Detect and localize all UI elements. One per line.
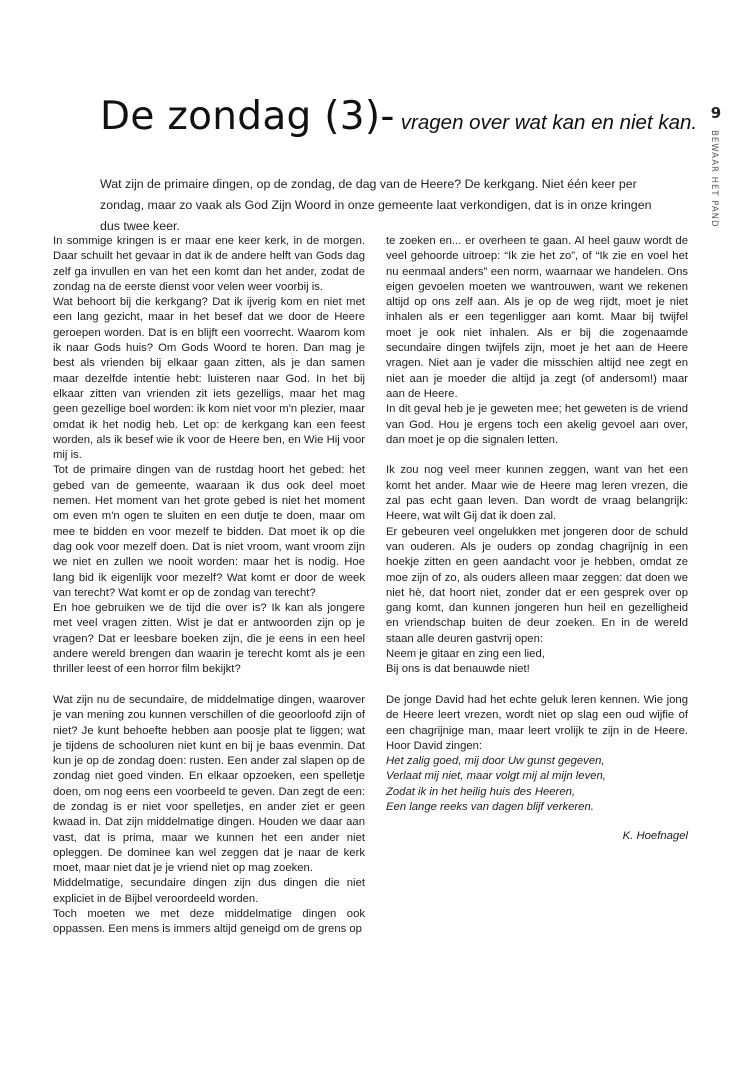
verse-line: Bij ons is dat benauwde niet! [386,663,530,676]
page-number: 9 [710,104,722,122]
paragraph: Er gebeuren veel ongelukken met jongeren door de schuld van ouderen. Als je ouders op zondag chagrijnig in een hoekje zitten en geen aandacht voor je hebben, omdat ze moe zijn of zo, als ouders alleen maar zeggen: dat doen we niet hè, dat hoort niet, zonder dat er een gesprek over op gang komt, dan kunnen jongeren hun heil en gezelligheid en vriendschap buiten de deur zoeken. En in de wereld staan alle deuren gastvrij open: [386,525,688,645]
psalm-line: Zodat ik in het heilig huis des Heeren, [386,785,576,798]
left-column [53,234,365,938]
paragraph: Tot de primaire dingen van de rustdag hoort het gebed: het gebed van de gemeente, waaraan ik dus ook deel moet nemen. Het moment van het grote gebed is niet het moment om even m'n ogen te sluiten en een dutje te doen, maar om mee te bidden en voor mezelf te bidden. Dat moet ik op die dag ook voor mezelf doen. Dat is niet vroom, want vroom zijn we niet en zullen we nooit worden: maar het is nodig. Hoe lang bid ik eigenlijk voor mezelf? Wat komt er door de week van terecht? Wat komt er op de zondag van terecht? [53,464,365,599]
paragraph: te zoeken en... er overheen te gaan. Al heel gauw wordt de veel gehoorde uitroep: “Ik zie het zo”, of “Ik zie en voel het nu eenmaal anders” een norm, waarnaar we handelen. Ons eigen gevoelen moeten we wantrouwen, want we rekenen altijd op ons zelf aan. Als je op de weg rijdt, moet je niet inhalen als er een tegenligger aan komt. Maar bij twijfel moet je ook niet inhalen. Als er bij die zogenaamde secundaire dingen twijfels zijn, moet je het aan de Heere vragen. Niet aan je vader die misschien altijd nee zegt en niet aan je moeder die altijd ja zegt (of andersom!) maar aan de Heere. [386,235,688,400]
paragraph: In dit geval heb je je geweten mee; het geweten is de vriend van God. Hou je ergens toch een akelig gevoel aan over, dan moet je op die signalen letten. [386,403,688,446]
paragraph: Ik zou nog veel meer kunnen zeggen, want van het een komt het ander. Maar wie de Heere mag leren vrezen, die zal pas echt gaan leven. Dan wordt de vraag belangrijk: Heere, wat wilt Gij dat ik doen zal. [386,464,688,523]
author-signature: K. Hoefnagel [622,830,688,843]
paragraph: Toch moeten we met deze middelmatige dingen ook oppassen. Een mens is immers altijd geneigd om de grens op [53,908,365,936]
paragraph: De jonge David had het echte geluk leren kennen. Wie jong de Heere leert vrezen, wordt niet op slag een oud wijfie of een chagrijnige man, maar leert vrolijk te zijn in de Heere. Hoor David zingen: [386,693,688,752]
paragraph: Wat behoort bij die kerkgang? Dat ik ijverig kom en niet met een lang gezicht, maar in het besef dat we door de Heere geroepen worden. Dat is en blijft een voorrecht. Waarom kom ik naar Gods huis? Om Gods Woord te horen. Dan mag je best als vrienden bij elkaar gaan zitten, als je dan samen maar dezelfde intentie hebt: luisteren naar God. In het bij elkaar zitten van vrienden zit iets gezelligs, maar het mag geen gezellige boel worden: ik kom niet voor m'n plezier, maar omdat ik het nodig heb. Let op: de kerkgang kan een feest worden, als ik besef wie ik voor de Heere ben, en Wie Hij voor mij is. [53,296,365,462]
title-main: De zondag (3)- [100,94,395,139]
running-head: BEWAAR HET PAND [709,130,719,228]
right-column [386,234,688,845]
psalm-line: Het zalig goed, mij door Uw gunst gegeven, [386,755,605,768]
title-subtitle: vragen over wat kan en niet kan. [400,111,698,134]
verse-line: Neem je gitaar en zing een lied, [386,648,545,661]
paragraph: Middelmatige, secundaire dingen zijn dus dingen die niet expliciet in de Bijbel veroordeeld worden. [53,877,365,905]
paragraph: In sommige kringen is er maar ene keer kerk, in de morgen. Daar schuilt het gevaar in dat ik de andere helft van Gods dag zelf ga invullen en van het een komt dan het ander, zodat de zondag na de eerste dienst voor velen weer voorbij is. [53,235,365,293]
article-title [100,94,697,139]
intro-paragraph: Wat zijn de primaire dingen, op de zondag, de dag van de Heere? De kerkgang. Niet één keer per zondag, maar zo vaak als God Zijn Woord in onze gemeente laat verkondigen, dat is in onze kringen dus twee keer. [100,177,652,233]
paragraph: En hoe gebruiken we de tijd die over is? Ik kan als jongere met veel vragen zitten. Wist je dat er antwoorden zijn op je vragen? Dat er leesbare boeken zijn, die je eens in een heel andere wereld brengen dan waarin je terecht komt als je een thriller leest of een horror film bekijkt? [53,602,365,676]
psalm-line: Een lange reeks van dagen blijf verkeren. [386,800,594,813]
paragraph: Wat zijn nu de secundaire, de middelmatige dingen, waarover je van mening zou kunnen verschillen of die geoorloofd zijn of niet? Je kunt behoefte hebben aan poosje plat te liggen; wat je tijdens de schooluren niet kunt en bij je baas evenmin. Dat kun je op de zondag doen: rusten. Een ander zal slapen op de zondag niet goed vinden. En elkaar opzoeken, een spelletje doen, om nog eens een voorbeeld te geven. Dan zegt de een: de zondag is er niet voor spelletjes, en ander ziet er geen kwaad in. Dat zijn middelmatige dingen. Houden we daar aan vast, dat is prima, maar we kunnen het een ander niet opleggen. De dominee kan wel zeggen dat je naar de kerk moet, maar niet dat je je vriend niet op mag zoeken. [53,693,365,875]
psalm-line: Verlaat mij niet, maar volgt mij al mijn leven, [386,770,606,783]
